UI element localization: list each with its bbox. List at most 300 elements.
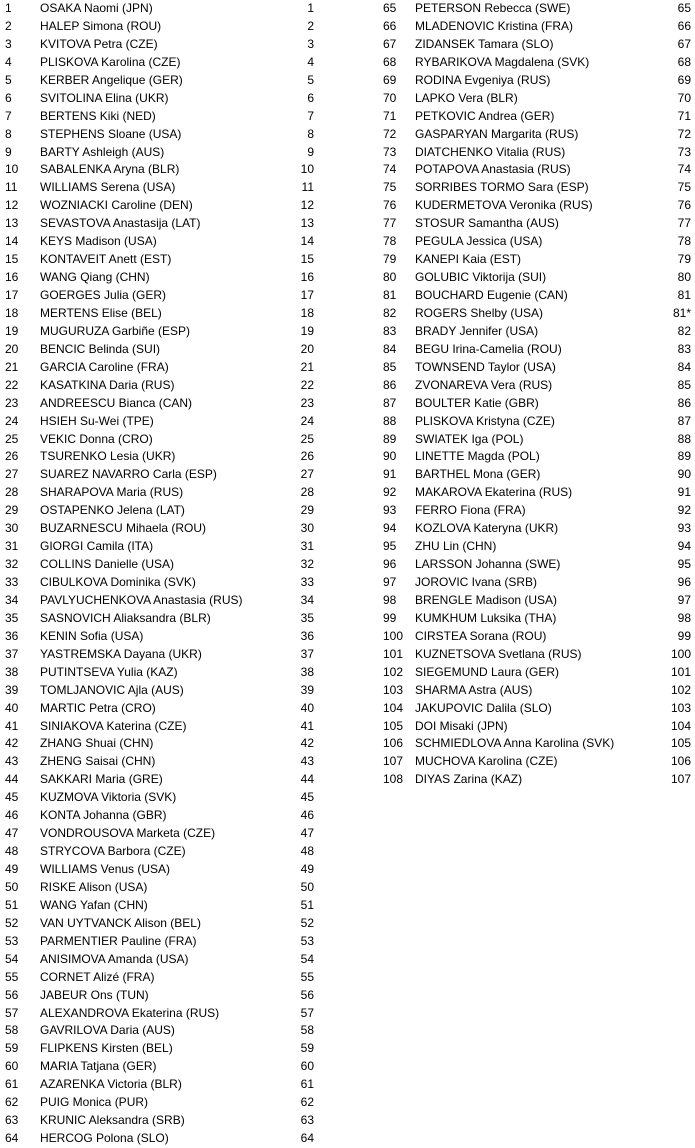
entry-rank: 39 [5, 682, 19, 697]
entry-row [0, 1130, 318, 1148]
entry-row [0, 1058, 318, 1076]
player-name: CIBULKOVA Dominika (SVK) [40, 575, 196, 589]
entry-seed: 100 [670, 646, 691, 661]
entry-seed: 24 [300, 413, 314, 428]
entry-row [383, 233, 693, 251]
entry-rank: 57 [5, 1005, 19, 1020]
player-name: ALEXANDROVA Ekaterina (RUS) [40, 1005, 220, 1020]
entry-row [383, 323, 693, 341]
entry-seed: 58 [300, 1023, 314, 1038]
player-name: BEGU Irina-Camelia (ROU) [415, 341, 562, 356]
entry-seed: 104 [670, 718, 691, 733]
entry-seed: 21 [300, 359, 314, 374]
entry-seed: 83 [677, 341, 691, 356]
entry-row [0, 1022, 318, 1040]
player-name: GAVRILOVA Daria (AUS) [40, 1023, 175, 1038]
entry-seed: 62 [300, 1095, 314, 1110]
entry-rank: 102 [383, 664, 404, 679]
entry-rank: 17 [5, 288, 19, 302]
entry-seed: 72 [677, 126, 691, 141]
entry-rank: 96 [383, 557, 397, 572]
entry-rank: 38 [5, 664, 19, 679]
entry-seed: 67 [677, 36, 691, 51]
entry-row [383, 610, 693, 628]
entry-seed: 70 [677, 90, 691, 105]
entry-rank: 59 [5, 1041, 19, 1056]
entry-seed: 61 [300, 1077, 314, 1092]
entry-rank: 53 [5, 933, 19, 948]
entry-rank: 36 [5, 628, 19, 643]
entry-row [0, 269, 318, 287]
player-name: ANISIMOVA Amanda (USA) [40, 951, 189, 966]
player-name: ZHENG Saisai (CHN) [40, 754, 156, 769]
entry-row [0, 843, 318, 861]
entry-seed: 95 [677, 557, 691, 572]
player-name: PAVLYUCHENKOVA Anastasia (RUS) [40, 592, 243, 607]
entry-row [0, 592, 318, 610]
player-name: KERBER Angelique (GER) [40, 72, 183, 87]
entry-row [383, 718, 693, 736]
entry-rank: 20 [5, 341, 19, 356]
entry-row [383, 448, 693, 466]
entry-row [383, 197, 693, 215]
entry-rank: 83 [383, 323, 397, 338]
player-name: MUGURUZA Garbiñe (ESP) [40, 323, 191, 338]
player-name: SUAREZ NAVARRO Carla (ESP) [40, 467, 217, 482]
entry-rank: 104 [383, 700, 404, 715]
entry-seed: 57 [300, 1005, 314, 1020]
entry-rank: 11 [5, 180, 18, 195]
entry-seed: 42 [300, 736, 314, 751]
entry-row [0, 538, 318, 556]
entry-seed: 56 [300, 987, 314, 1002]
entry-rank: 77 [383, 216, 397, 231]
entry-rank: 88 [383, 413, 397, 428]
entry-seed: 4 [307, 54, 314, 69]
player-name: GOLUBIC Viktorija (SUI) [415, 270, 547, 285]
player-name: SHARMA Astra (AUS) [415, 682, 533, 697]
entry-row [383, 126, 693, 144]
player-name: VAN UYTVANCK Alison (BEL) [40, 915, 201, 930]
entry-seed: 3 [307, 36, 314, 51]
entry-rank: 54 [5, 951, 19, 966]
entry-seed: 60 [300, 1059, 314, 1074]
player-name: JABEUR Ons (TUN) [40, 987, 149, 1002]
entry-rank: 71 [383, 108, 397, 123]
entry-row [383, 700, 693, 718]
entry-seed: 102 [670, 682, 691, 697]
entry-rank: 108 [383, 772, 404, 787]
player-name: PUTINTSEVA Yulia (KAZ) [40, 664, 178, 679]
entry-row [383, 0, 693, 18]
player-name: CORNET Alizé (FRA) [40, 969, 155, 984]
entry-seed: 54 [300, 951, 314, 966]
entry-row [0, 466, 318, 484]
player-name: JAKUPOVIC Dalila (SLO) [415, 700, 552, 715]
entry-row [0, 861, 318, 879]
entry-seed: 32 [300, 557, 314, 572]
entry-row [383, 502, 693, 520]
entry-seed: 19 [300, 323, 314, 338]
entry-row [0, 197, 318, 215]
player-name: SABALENKA Aryna (BLR) [40, 162, 180, 177]
player-name: ZIDANSEK Tamara (SLO) [415, 36, 554, 51]
entry-seed: 30 [300, 521, 314, 536]
entry-rank: 37 [5, 646, 19, 661]
entry-rank: 90 [383, 449, 397, 464]
entry-row [0, 233, 318, 251]
entry-rank: 63 [5, 1113, 19, 1128]
player-name: PLISKOVA Karolina (CZE) [40, 54, 181, 69]
entry-rank: 78 [383, 234, 397, 249]
entry-rank: 65 [383, 1, 397, 15]
entry-rank: 74 [383, 162, 397, 177]
entry-row [0, 879, 318, 897]
entry-row [383, 90, 693, 108]
entry-row [383, 574, 693, 592]
entry-seed: 50 [300, 879, 314, 894]
entry-row [0, 161, 318, 179]
player-name: RISKE Alison (USA) [40, 879, 148, 894]
player-name: HERCOG Polona (SLO) [40, 1131, 169, 1146]
entry-row [383, 341, 693, 359]
entry-seed: 23 [300, 395, 314, 410]
entry-rank: 98 [383, 592, 397, 607]
entry-row [383, 413, 693, 431]
player-name: PETERSON Rebecca (SWE) [415, 1, 571, 15]
entry-seed: 35 [300, 610, 314, 625]
player-name: LARSSON Johanna (SWE) [415, 557, 561, 572]
entry-rank: 16 [5, 270, 19, 285]
entry-row [0, 825, 318, 843]
entry-row [0, 341, 318, 359]
player-name: ANDREESCU Bianca (CAN) [40, 395, 193, 410]
entry-rank: 14 [5, 234, 19, 249]
entry-row [383, 305, 693, 323]
player-name: LINETTE Magda (POL) [415, 449, 540, 464]
entry-seed: 66 [677, 18, 691, 33]
entry-seed: 63 [300, 1113, 314, 1128]
entry-row [0, 1076, 318, 1094]
player-name: MERTENS Elise (BEL) [40, 305, 162, 320]
entry-rank: 41 [5, 718, 19, 733]
entry-rank: 21 [5, 359, 19, 374]
entry-seed: 106 [670, 754, 691, 769]
entry-row [383, 466, 693, 484]
player-name: POTAPOVA Anastasia (RUS) [415, 162, 571, 177]
player-name: COLLINS Danielle (USA) [40, 557, 175, 572]
entry-seed: 27 [300, 467, 314, 482]
entry-row [0, 628, 318, 646]
player-name: WOZNIACKI Caroline (DEN) [40, 198, 193, 213]
entry-row [383, 735, 693, 753]
entry-seed: 69 [677, 72, 691, 87]
player-name: WILLIAMS Venus (USA) [40, 862, 171, 876]
entry-rank: 105 [383, 718, 404, 733]
entry-seed: 49 [300, 862, 314, 876]
player-name: STEPHENS Sloane (USA) [40, 126, 182, 141]
entry-seed: 79 [677, 252, 691, 267]
entry-seed: 90 [677, 467, 691, 482]
player-name: BOUCHARD Eugenie (CAN) [415, 288, 568, 302]
entry-rank: 55 [5, 969, 19, 984]
entry-row [0, 251, 318, 269]
entry-seed: 43 [300, 754, 314, 769]
entry-row [0, 718, 318, 736]
entry-row [383, 144, 693, 162]
entry-rank: 79 [383, 252, 397, 267]
player-name: BENCIC Belinda (SUI) [40, 341, 161, 356]
entry-seed: 14 [300, 234, 314, 249]
entry-seed: 22 [300, 377, 314, 392]
entry-row [383, 161, 693, 179]
entry-rank: 10 [5, 162, 19, 177]
entry-seed: 91 [677, 485, 691, 500]
entry-row [383, 18, 693, 36]
entry-row [0, 735, 318, 753]
entry-row [383, 771, 693, 789]
entry-row [383, 377, 693, 395]
entry-row [0, 646, 318, 664]
entry-rank: 15 [5, 252, 19, 267]
entry-seed: 87 [677, 413, 691, 428]
player-name: SINIAKOVA Katerina (CZE) [40, 718, 187, 733]
entry-row [0, 1040, 318, 1058]
entry-rank: 40 [5, 700, 19, 715]
entry-rank: 103 [383, 682, 404, 697]
entry-row [0, 126, 318, 144]
player-name: TOWNSEND Taylor (USA) [415, 359, 556, 374]
entry-row [383, 753, 693, 771]
player-name: SEVASTOVA Anastasija (LAT) [40, 216, 201, 231]
entry-seed: 29 [300, 503, 314, 518]
player-name: WANG Qiang (CHN) [40, 270, 150, 285]
entry-seed: 8 [307, 126, 314, 141]
player-name: DOI Misaki (JPN) [415, 718, 508, 733]
entry-seed: 68 [677, 54, 691, 69]
entry-row [0, 395, 318, 413]
entry-row [0, 323, 318, 341]
entry-rank: 51 [5, 897, 19, 912]
entry-row [0, 682, 318, 700]
entry-rank: 31 [5, 539, 19, 554]
entry-seed: 41 [300, 718, 314, 733]
entry-row [383, 36, 693, 54]
entry-row [0, 484, 318, 502]
entry-rank: 64 [5, 1131, 19, 1146]
entry-seed: 71 [677, 108, 691, 123]
entry-row [0, 448, 318, 466]
entry-row [383, 628, 693, 646]
entry-row [383, 108, 693, 126]
entry-rank: 72 [383, 126, 397, 141]
entry-row [0, 789, 318, 807]
entry-row [383, 395, 693, 413]
player-name: RYBARIKOVA Magdalena (SVK) [415, 54, 590, 69]
player-name: WILLIAMS Serena (USA) [40, 180, 176, 195]
entry-rank: 92 [383, 485, 397, 500]
entry-seed: 78 [677, 234, 691, 249]
player-name: JOROVIC Ivana (SRB) [415, 575, 538, 589]
entry-rank: 67 [383, 36, 397, 51]
entry-seed: 73 [677, 144, 691, 159]
entry-row [383, 664, 693, 682]
entry-list-right-column [383, 0, 693, 789]
player-name: SASNOVICH Aliaksandra (BLR) [40, 610, 211, 625]
entry-seed: 81 [677, 288, 691, 302]
entry-row [0, 700, 318, 718]
entry-row [383, 431, 693, 449]
entry-seed: 77 [677, 216, 691, 231]
entry-rank: 97 [383, 575, 397, 589]
player-name: KUZNETSOVA Svetlana (RUS) [415, 646, 582, 661]
player-name: YASTREMSKA Dayana (UKR) [40, 646, 202, 661]
entry-seed: 99 [677, 628, 691, 643]
player-name: KENIN Sofia (USA) [40, 628, 144, 643]
entry-rank: 27 [5, 467, 19, 482]
entry-row [0, 144, 318, 162]
player-name: PEGULA Jessica (USA) [415, 234, 543, 249]
entry-row [0, 753, 318, 771]
entry-seed: 86 [677, 395, 691, 410]
entry-rank: 85 [383, 359, 397, 374]
entry-seed: 38 [300, 664, 314, 679]
player-name: MAKAROVA Ekaterina (RUS) [415, 485, 573, 500]
player-name: VEKIC Donna (CRO) [40, 431, 153, 446]
entry-row [0, 18, 318, 36]
player-name: BERTENS Kiki (NED) [40, 108, 156, 123]
entry-row [383, 251, 693, 269]
entry-row [0, 90, 318, 108]
entry-rank: 25 [5, 431, 19, 446]
player-name: GOERGES Julia (GER) [40, 288, 167, 302]
entry-rank: 29 [5, 503, 19, 518]
player-name: PLISKOVA Kristyna (CZE) [415, 413, 555, 428]
entry-seed: 16 [300, 270, 314, 285]
entry-seed: 12 [300, 198, 314, 213]
entry-row [383, 54, 693, 72]
entry-seed: 97 [677, 592, 691, 607]
entry-rank: 61 [5, 1077, 19, 1092]
entry-seed: 107 [670, 772, 691, 787]
player-name: KEYS Madison (USA) [40, 234, 157, 249]
entry-rank: 50 [5, 879, 19, 894]
player-name: TOMLJANOVIC Ajla (AUS) [40, 682, 184, 697]
entry-rank: 12 [5, 198, 19, 213]
entry-rank: 32 [5, 557, 19, 572]
player-name: KOZLOVA Kateryna (UKR) [415, 521, 559, 536]
entry-rank: 18 [5, 305, 19, 320]
entry-rank: 87 [383, 395, 397, 410]
entry-rank: 95 [383, 539, 397, 554]
player-name: OSAKA Naomi (JPN) [40, 1, 153, 15]
entry-seed: 7 [307, 108, 314, 123]
entry-rank: 35 [5, 610, 19, 625]
entry-seed: 94 [677, 539, 691, 554]
entry-seed: 18 [300, 305, 314, 320]
entry-seed: 65 [677, 1, 691, 15]
player-name: KVITOVA Petra (CZE) [40, 36, 158, 51]
entry-rank: 60 [5, 1059, 19, 1074]
player-name: FLIPKENS Kirsten (BEL) [40, 1041, 173, 1056]
entry-row [0, 664, 318, 682]
entry-rank: 22 [5, 377, 19, 392]
entry-seed: 10 [300, 162, 314, 177]
player-name: PETKOVIC Andrea (GER) [415, 108, 555, 123]
entry-rank: 4 [5, 54, 12, 69]
player-name: BRENGLE Madison (USA) [415, 592, 558, 607]
entry-row [0, 897, 318, 915]
entry-row [383, 269, 693, 287]
entry-row [0, 574, 318, 592]
player-name: KASATKINA Daria (RUS) [40, 377, 175, 392]
entry-rank: 2 [5, 18, 12, 33]
entry-rank: 69 [383, 72, 397, 87]
entry-row [0, 413, 318, 431]
entry-seed: 25 [300, 431, 314, 446]
player-name: HSIEH Su-Wei (TPE) [40, 413, 154, 428]
entry-rank: 8 [5, 126, 12, 141]
entry-seed: 15 [300, 252, 314, 267]
entry-rank: 34 [5, 592, 19, 607]
player-name: STRYCOVA Barbora (CZE) [40, 844, 186, 859]
entry-seed: 76 [677, 198, 691, 213]
entry-rank: 101 [383, 646, 404, 661]
entry-seed: 92 [677, 503, 691, 518]
entry-seed: 103 [670, 700, 691, 715]
entry-rank: 76 [383, 198, 397, 213]
entry-row [0, 556, 318, 574]
entry-seed: 80 [677, 270, 691, 285]
player-name: VONDROUSOVA Marketa (CZE) [40, 826, 216, 841]
entry-rank: 93 [383, 503, 397, 518]
entry-row [0, 951, 318, 969]
entry-rank: 75 [383, 180, 397, 195]
entry-rank: 33 [5, 575, 19, 589]
entry-row [0, 431, 318, 449]
player-name: OSTAPENKO Jelena (LAT) [40, 503, 185, 518]
entry-rank: 44 [5, 772, 19, 787]
player-name: SAKKARI Maria (GRE) [40, 772, 163, 787]
player-name: TSURENKO Lesia (UKR) [40, 449, 176, 464]
entry-rank: 66 [383, 18, 397, 33]
entry-seed: 88 [677, 431, 691, 446]
player-name: BUZARNESCU Mihaela (ROU) [40, 521, 207, 536]
player-name: ZHU Lin (CHN) [415, 539, 497, 554]
entry-seed: 11 [301, 180, 314, 195]
entry-seed: 37 [300, 646, 314, 661]
entry-rank: 100 [383, 628, 404, 643]
entry-seed: 36 [300, 628, 314, 643]
entry-seed: 53 [300, 933, 314, 948]
entry-rank: 1 [5, 1, 12, 15]
entry-rank: 24 [5, 413, 19, 428]
entry-seed: 9 [307, 144, 314, 159]
player-name: BARTY Ashleigh (AUS) [40, 144, 165, 159]
entry-seed: 17 [300, 288, 314, 302]
player-name: PUIG Monica (PUR) [40, 1095, 149, 1110]
player-name: BRADY Jennifer (USA) [415, 323, 539, 338]
entry-rank: 42 [5, 736, 19, 751]
entry-rank: 23 [5, 395, 19, 410]
entry-seed: 74 [677, 162, 691, 177]
entry-row [383, 359, 693, 377]
player-name: KRUNIC Aleksandra (SRB) [40, 1113, 185, 1128]
entry-seed: 48 [300, 844, 314, 859]
player-name: SIEGEMUND Laura (GER) [415, 664, 560, 679]
entry-row [0, 1112, 318, 1130]
entry-rank: 91 [383, 467, 397, 482]
